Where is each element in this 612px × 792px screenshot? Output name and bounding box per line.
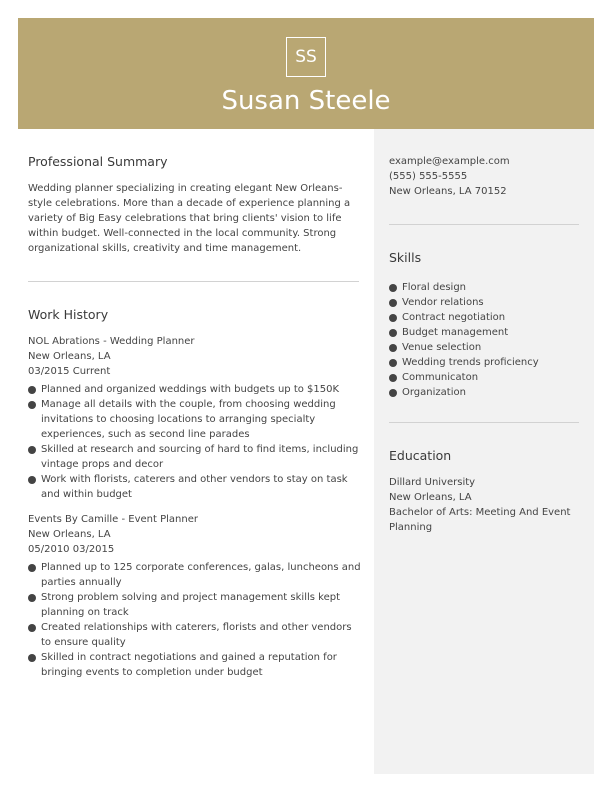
bullet-text: Planned up to 125 corporate conferences, galas, luncheons and parties annually [41,562,361,588]
skill-text: Vendor relations [402,297,484,308]
job-dates: 05/2010 03/2015 [28,544,115,555]
skill-text: Floral design [402,282,467,293]
skill-text: Contract negotiation [402,312,506,323]
bullet-icon [28,401,36,409]
divider [389,224,579,225]
job-entry [28,334,363,502]
job-location: New Orleans, LA [28,529,111,540]
education-block [389,475,589,535]
skill-text: Venue selection [402,342,482,353]
job-dates: 03/2015 Current [28,366,111,377]
list-item [389,340,589,355]
bullet-icon [28,476,36,484]
skill-text: Budget management [402,327,509,338]
job-bullets [28,382,363,502]
bullet-text: Planned and organized weddings with budgets up to $150K [41,384,340,395]
list-item [28,650,363,680]
contact-block [389,154,589,199]
email-link[interactable]: example@example.com [389,156,510,167]
job-location: New Orleans, LA [28,351,111,362]
job-bullets [28,560,363,680]
skill-text: Organization [402,387,466,398]
bullet-icon [389,374,397,382]
list-item [28,472,363,502]
divider [389,422,579,423]
summary-title: Professional Summary [28,154,168,169]
bullet-icon [28,594,36,602]
divider [28,281,359,282]
list-item [389,370,589,385]
skills-list [389,280,589,400]
bullet-icon [389,284,397,292]
candidate-name: Susan Steele [221,86,391,116]
bullet-icon [28,654,36,662]
list-item [28,560,363,590]
bullet-text: Work with florists, caterers and other vendors to stay on task and within budget [41,474,348,500]
work-history-title: Work History [28,307,109,322]
skills-block [389,277,589,400]
list-item [389,295,589,310]
list-item [389,310,589,325]
school-location: New Orleans, LA [389,492,472,503]
bullet-icon [389,299,397,307]
list-item [389,355,589,370]
job-heading: Events By Camille - Event Planner [28,514,198,525]
list-item [28,442,363,472]
skill-text: Communicaton [402,372,479,383]
bullet-text: Manage all details with the couple, from choosing wedding invitations to choosing locations to arranging specialty experiences, such as second line parades [41,399,336,440]
list-item [389,385,589,400]
list-item [28,397,363,442]
list-item [28,382,363,397]
job-heading: NOL Abrations - Wedding Planner [28,336,195,347]
bullet-icon [389,314,397,322]
summary-text: Wedding planner specializing in creating elegant New Orleans-style celebrations. More than a decade of experience planning a variety of Big Easy celebrations that bring clients' vision to life within budget. Well-connected in the local community. Strong organizational skills, creativity and time management. [28,183,351,254]
bullet-text: Skilled in contract negotiations and gained a reputation for bringing events to completion under budget [41,652,337,678]
list-item [28,590,363,620]
skill-text: Wedding trends proficiency [402,357,539,368]
job-entry [28,512,363,680]
school-name: Dillard University [389,477,476,488]
bullet-icon [28,446,36,454]
bullet-icon [28,564,36,572]
bullet-icon [389,344,397,352]
skills-title: Skills [389,250,422,265]
bullet-icon [389,389,397,397]
list-item [28,620,363,650]
bullet-text: Skilled at research and sourcing of hard to find items, including vintage props and decor [41,444,359,470]
monogram: SS [286,37,326,77]
address: New Orleans, LA 70152 [389,186,507,197]
list-item [389,325,589,340]
phone-number: (555) 555-5555 [389,171,468,182]
bullet-icon [28,386,36,394]
bullet-icon [389,329,397,337]
list-item [389,280,589,295]
bullet-icon [389,359,397,367]
education-title: Education [389,448,452,463]
bullet-text: Created relationships with caterers, florists and other vendors to ensure quality [41,622,352,648]
bullet-text: Strong problem solving and project management skills kept planning on track [41,592,340,618]
bullet-icon [28,624,36,632]
degree: Bachelor of Arts: Meeting And Event Planning [389,507,571,533]
